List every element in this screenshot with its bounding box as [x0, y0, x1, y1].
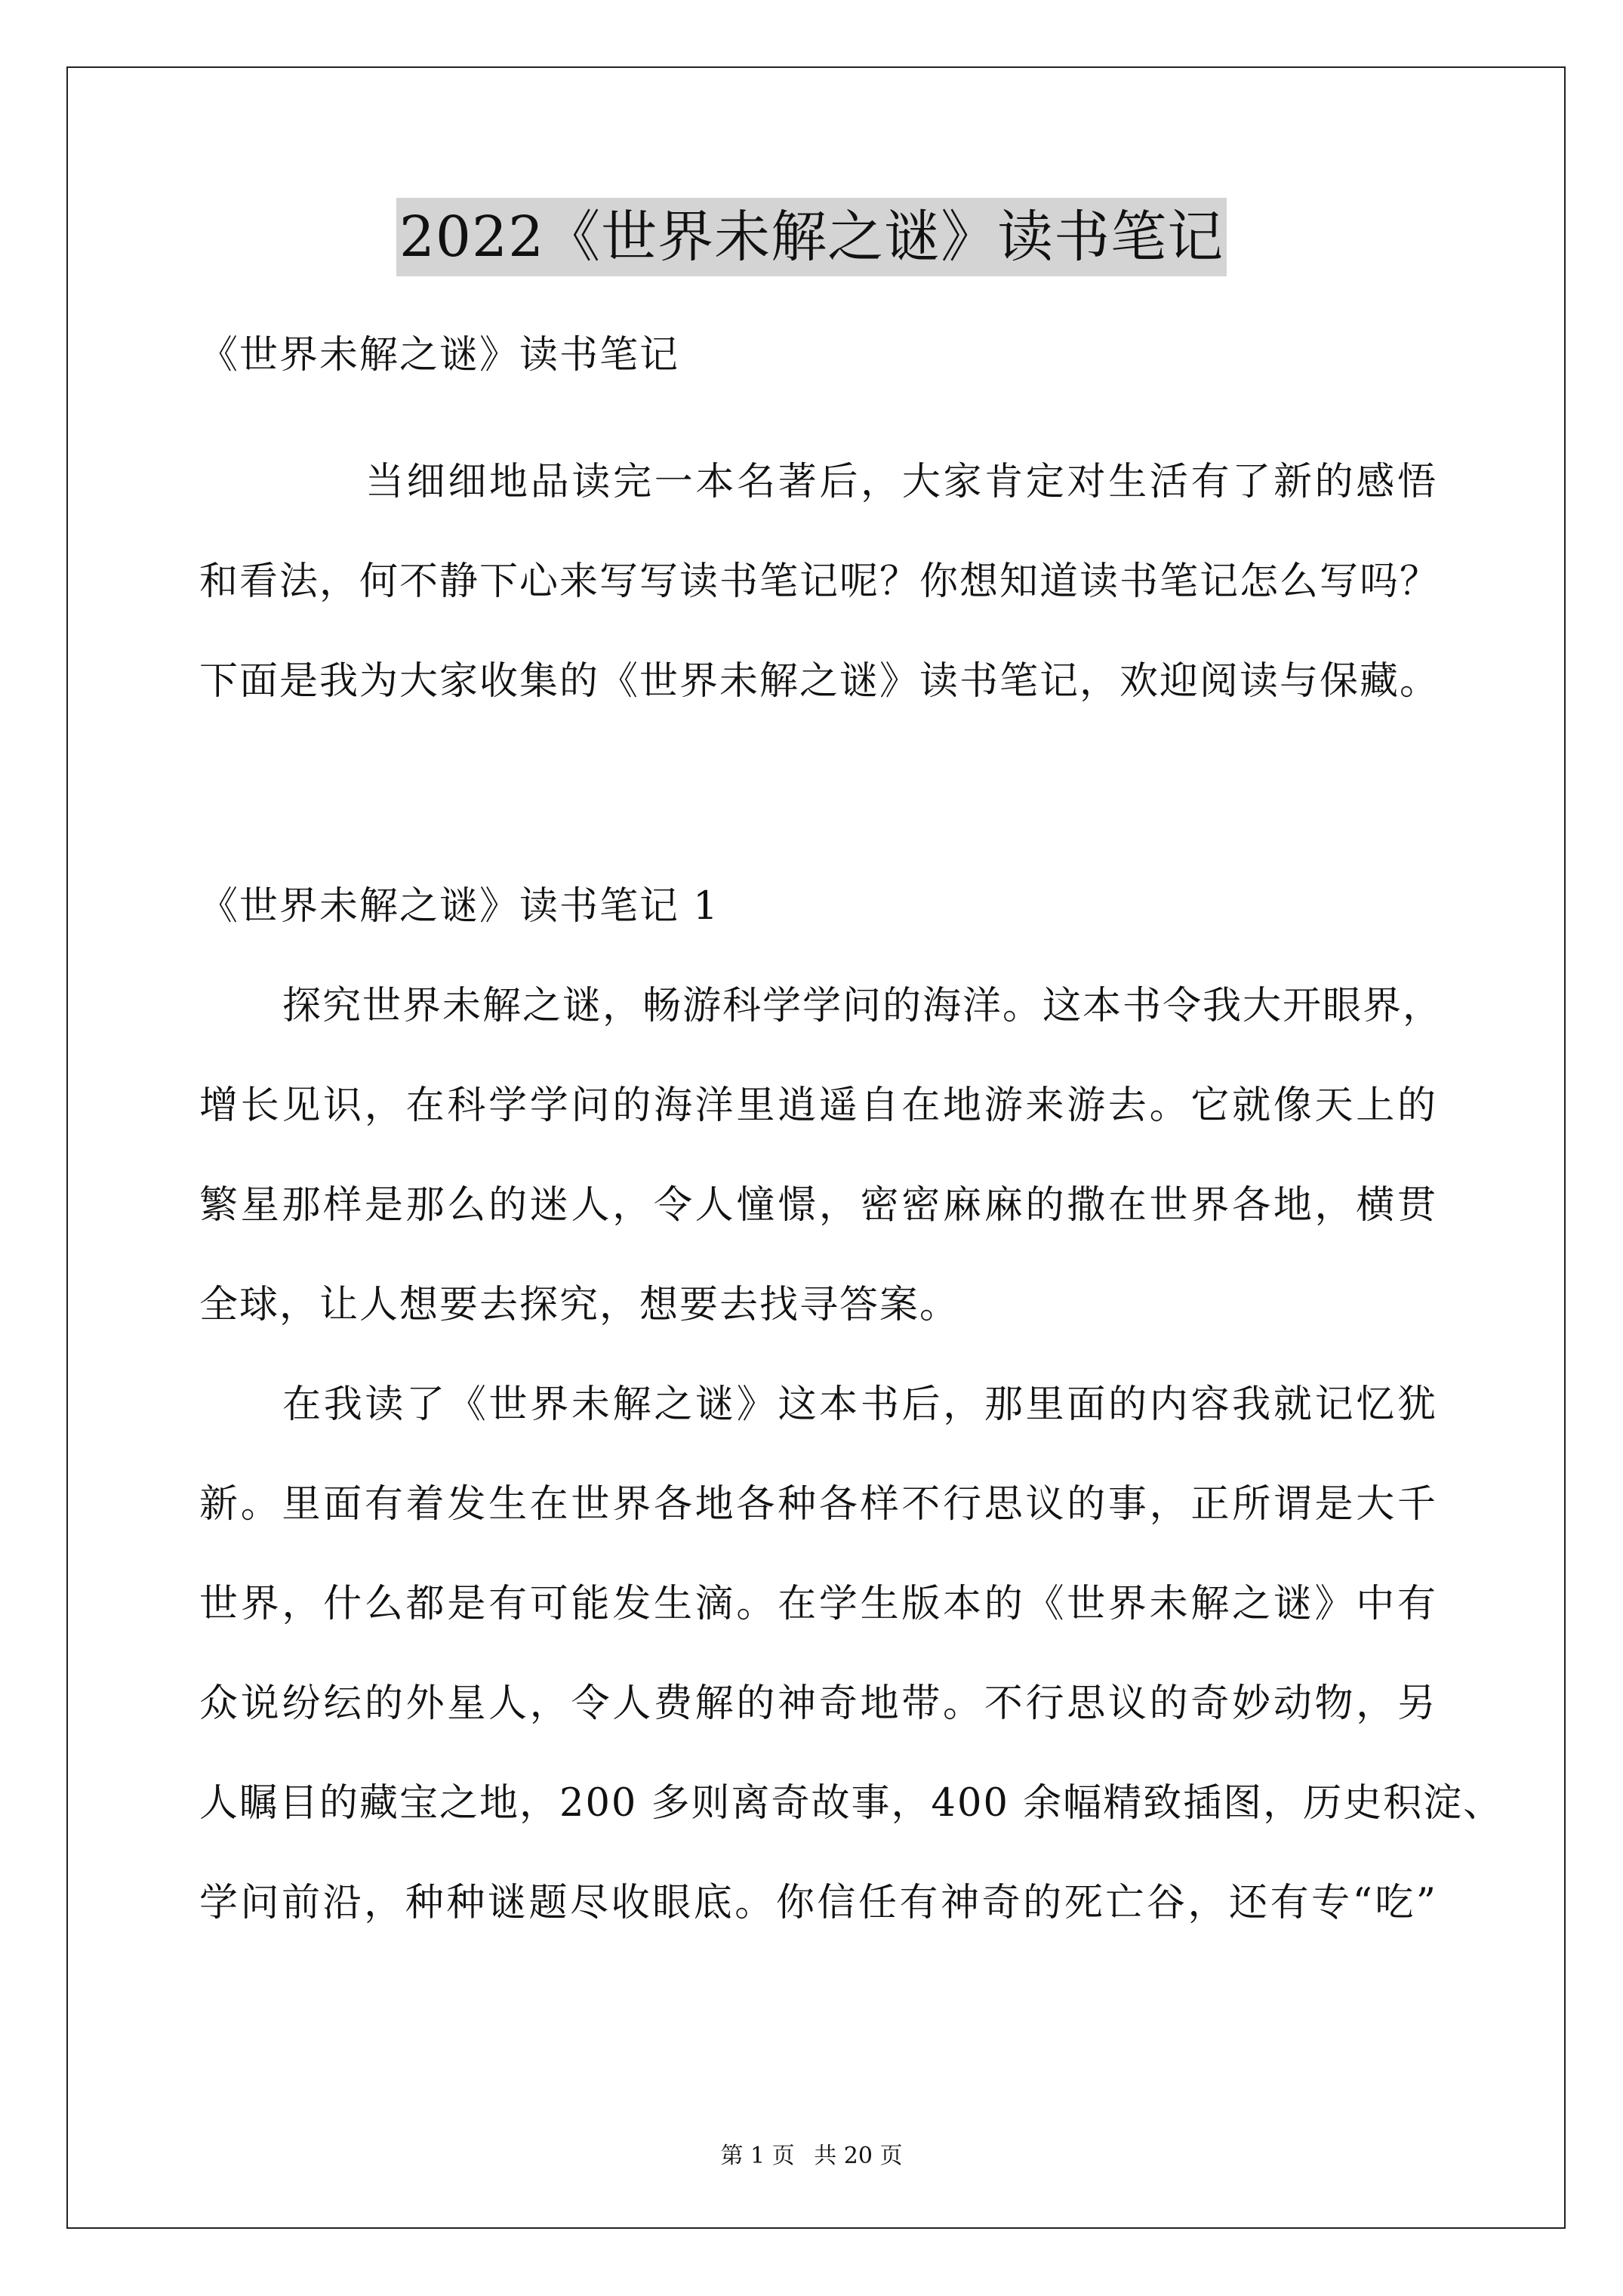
paragraph-line: 探究世界未解之谜，畅游科学学问的海洋。这本书令我大开眼界，: [282, 984, 1443, 1028]
paragraph-line: 新。里面有着发生在世界各地各种各样不行思议的事，正所谓是大千: [199, 1482, 1437, 1527]
paragraph-line: 增长见识，在科学学问的海洋里逍遥自在地游来游去。它就像天上的: [199, 1083, 1437, 1128]
paragraph-line: 人瞩目的藏宝之地，200 多则离奇故事，400 余幅精致插图，历史积淀、: [199, 1781, 1504, 1826]
paragraph-line: 当细细地品读完一本名著后，大家肯定对生活有了新的感悟: [365, 460, 1437, 504]
page-footer: [0, 2141, 1623, 2171]
title-wrap: [0, 198, 1623, 276]
paragraph-line: 在我读了《世界未解之谜》这本书后，那里面的内容我就记忆犹: [282, 1382, 1437, 1427]
section-heading: 《世界未解之谜》读书笔记 1: [199, 884, 719, 929]
paragraph-line: 全球，让人想要去探究，想要去找寻答案。: [199, 1283, 960, 1327]
paragraph-line: 学问前沿，种种谜题尽收眼底。你信任有神奇的死亡谷，还有专“吃”: [199, 1881, 1437, 1925]
paragraph-line: 繁星那样是那么的迷人，令人憧憬，密密麻麻的撒在世界各地，横贯: [199, 1183, 1437, 1228]
section-heading: 《世界未解之谜》读书笔记: [199, 333, 680, 378]
paragraph-line: 世界，什么都是有可能发生滴。在学生版本的《世界未解之谜》中有: [199, 1582, 1437, 1626]
paragraph-line: 众说纷纭的外星人，令人费解的神奇地带。不行思议的奇妙动物，另: [199, 1681, 1437, 1726]
document-title: 2022《世界未解之谜》读书笔记: [396, 198, 1227, 276]
paragraph-line: 和看法，何不静下心来写写读书笔记呢？你想知道读书笔记怎么写吗？: [199, 559, 1440, 604]
page-total: 共 20 页: [814, 2143, 903, 2169]
paragraph-line: 下面是我为大家收集的《世界未解之谜》读书笔记，欢迎阅读与保藏。: [199, 659, 1440, 704]
page-number: 第 1 页: [720, 2143, 795, 2169]
